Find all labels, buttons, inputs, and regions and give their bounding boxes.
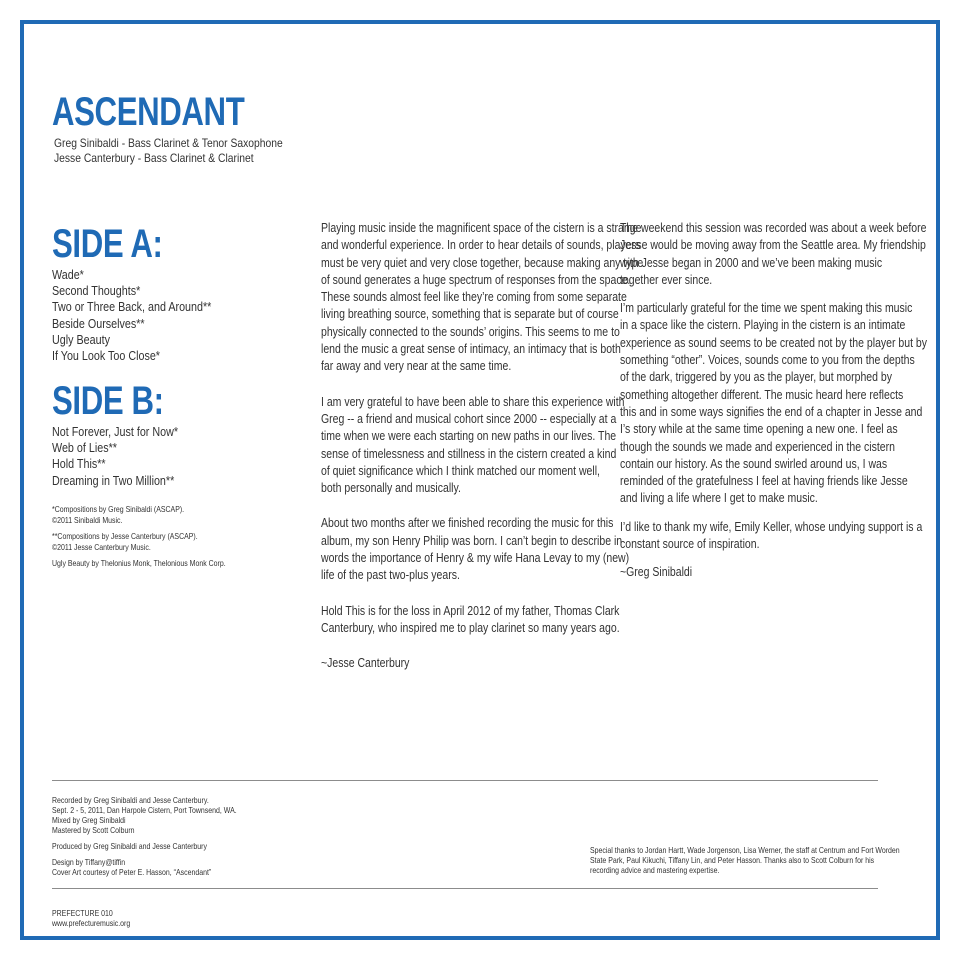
liner-signature: ~Greg Sinibaldi — [620, 565, 693, 580]
liner-paragraph: Playing music inside the magnificent space of the cistern is a strange and wonderful experience. In order to hear details of sounds, players must be very quiet and very close together, because making any type of sound generates a huge spectrum of responses from the space. These sounds almost feel like they’re coming from some separate living breathing source, something that is separate but of course physically connected to the sounds’ origins. This seems to me to lend the music a great sense of intimacy, an intimacy that is both far away and very near at the same time. — [321, 221, 644, 374]
performer-line: Greg Sinibaldi - Bass Clarinet & Tenor Saxophone — [54, 136, 283, 150]
album-back-cover — [20, 20, 940, 940]
track-item: If You Look Too Close* — [52, 349, 160, 364]
track-item: Wade* — [52, 268, 84, 282]
catalog-number: PREFECTURE 010 — [52, 908, 113, 918]
liner-paragraph: I’d like to thank my wife, Emily Keller, whose undying support is a constant source of inspiration. — [620, 519, 923, 552]
liner-signature: ~Jesse Canterbury — [321, 656, 410, 671]
liner-paragraph: About two months after we finished recording the music for this album, my son Henry Philip was born. I can’t begin to describe in words the importance of Henry & my wife Hana Levay to my (new) life of the past two-plus years. — [321, 516, 630, 583]
composition-footnote: *Compositions by Greg Sinibaldi (ASCAP). ©2011 Sinibaldi Music. — [52, 504, 185, 525]
liner-paragraph: The weekend this session was recorded was about a week before Jesse would be moving away from the Seattle area. My friendship with Jesse began in 2000 and we’ve been making music together ever since. — [620, 221, 927, 287]
liner-paragraph: Hold This is for the loss in April 2012 of my father, Thomas Clark Canterbury, who inspired me to play clarinet so many years ago. — [321, 603, 620, 635]
side-a — [52, 224, 237, 364]
composition-footnote: **Compositions by Jesse Canterbury (ASCAP). ©2011 Jesse Canterbury Music. — [52, 531, 198, 552]
track-item: Ugly Beauty — [52, 332, 110, 347]
performer-line: Jesse Canterbury - Bass Clarinet & Clarinet — [54, 151, 254, 165]
side-b — [52, 381, 199, 489]
track-item: Web of Lies** — [52, 441, 117, 456]
track-item: Beside Ourselves** — [52, 316, 145, 331]
special-thanks: Special thanks to Jordan Hartt, Wade Jorgenson, Lisa Werner, the staff at Centrum and Fort Worden State Park, Paul Kikuchi, Tiffany Lin, and Peter Hasson. Thanks also to Scott Colburn for his recording advice and mastering expertise. — [590, 845, 900, 875]
divider-rule — [52, 888, 878, 889]
side-b-tracklist — [52, 424, 178, 489]
side-b-heading: SIDE B: — [52, 379, 164, 423]
liner-paragraph: I am very grateful to have been able to share this experience with Greg -- a friend and musical cohort since 2000 -- especially at a time when we were each starting on new paths in our lives. The sense of timelessness and stillness in the cistern created a kind of quiet significance which I think matched our moment well, both personally and musically. — [321, 394, 625, 496]
label-website[interactable]: www.prefecturemusic.org — [52, 918, 131, 928]
liner-paragraph: I’m particularly grateful for the time we spent making this music in a space like the cistern. Playing in the cistern is an intimate experience as sound seems to be created not by the player but by something “other”. Voices, sounds come to you from the depths of the dark, triggered by you as the player, but morphed by something altogether different. The music heard here reflects this and in some ways signifies the end of a chapter in Jesse and I’s story while at the same time opening a new one. I feel as though the sounds we made and experienced in the cistern contain our history. As the sound swirled around us, I was reminded of the gratefulness I feel at having friends like Jesse and living a life where I get to make music. — [620, 301, 928, 506]
track-item: Second Thoughts* — [52, 284, 141, 299]
liner-notes-greg — [620, 220, 940, 600]
production-credits: Recorded by Greg Sinibaldi and Jesse Canterbury. Sept. 2 - 5, 2011, Dan Harpole Cistern, Port Townsend, WA. Mixed by Greg Sinibaldi Mastered by Scott Colburn Produced by Greg Sinibaldi and Jesse Canterbury Design by Tiffany@tiffin Cover Art courtesy of Peter E. Hasson, “Ascendant” — [52, 795, 237, 877]
label-info — [52, 908, 130, 928]
cover-credit-footnote: Ugly Beauty by Thelonius Monk, Thelonious Monk Corp. — [52, 558, 226, 568]
side-a-heading: SIDE A: — [52, 222, 163, 266]
track-item: Hold This** — [52, 457, 106, 472]
side-a-tracklist — [52, 267, 211, 364]
track-item: Two or Three Back, and Around** — [52, 300, 212, 315]
divider-rule — [52, 780, 878, 781]
track-item: Not Forever, Just for Now* — [52, 425, 179, 439]
performer-credits — [54, 136, 283, 166]
album-title: ASCENDANT — [52, 90, 245, 134]
track-item: Dreaming in Two Million** — [52, 473, 175, 488]
